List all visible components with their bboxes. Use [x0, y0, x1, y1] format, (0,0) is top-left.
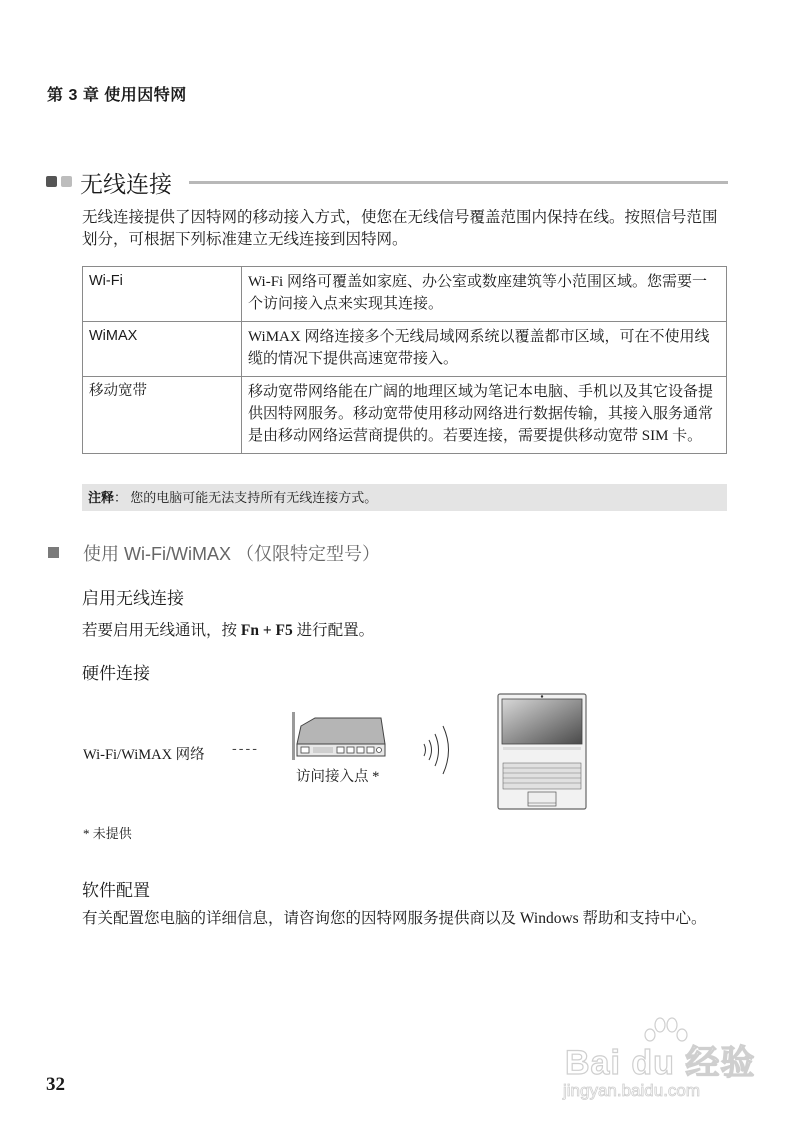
light-square-icon	[61, 176, 72, 187]
note-text: 您的电脑可能无法支持所有无线连接方式。	[130, 490, 378, 505]
dashed-connector: ----	[232, 741, 259, 757]
table-key: WiMAX	[83, 322, 242, 377]
note-label: 注释	[88, 490, 115, 505]
table-key: 移动宽带	[83, 377, 242, 454]
connection-types-table	[82, 266, 727, 454]
chapter-prefix: 第	[47, 87, 64, 104]
watermark-brand: Bai du 经验	[565, 1044, 756, 1082]
chapter-header	[47, 82, 187, 105]
table-value: WiMAX 网络连接多个无线局域网系统以覆盖都市区域，可在不使用线缆的情况下提供高速宽带接入。	[242, 322, 727, 377]
table-key: Wi-Fi	[83, 267, 242, 322]
wireless-signal-icon	[420, 722, 460, 778]
table-value: Wi-Fi 网络可覆盖如家庭、办公室或数座建筑等小范围区域。您需要一个访问接入点来实现其连接。	[242, 267, 727, 322]
enable-wireless-heading: 启用无线连接	[82, 589, 184, 608]
table-value: 移动宽带网络能在广阔的地理区域为笔记本电脑、手机以及其它设备提供因特网服务。移动宽带使用移动网络进行数据传输，其接入服务通常是由移动网络运营商提供的。若要连接，需要提供移动宽带 SIM 卡。	[242, 377, 727, 454]
hotkey: Fn + F5	[240, 622, 293, 639]
watermark-url: jingyan.baidu.com	[563, 1081, 701, 1100]
laptop-icon	[497, 693, 587, 810]
table-row	[83, 267, 727, 322]
square-bullet-icon	[48, 547, 59, 558]
baidu-watermark	[545, 1015, 765, 1115]
section-rule-divider	[189, 181, 728, 184]
intro-paragraph: 无线连接提供了因特网的移动接入方式，使您在无线信号覆盖范围内保持在线。按照信号范围划分，可根据下列标准建立无线连接到因特网。	[82, 209, 718, 248]
hardware-connection-heading: 硬件连接	[82, 664, 150, 683]
enable-text-after: 进行配置。	[292, 622, 375, 639]
dark-square-icon	[46, 176, 57, 187]
section-title: 无线连接	[80, 171, 172, 197]
subsection-title: 使用 Wi-Fi/WiMAX （仅限特定型号）	[83, 544, 380, 564]
table-row	[83, 377, 727, 454]
network-label: Wi-Fi/WiMAX 网络	[83, 747, 205, 763]
footnote: * 未提供	[83, 826, 132, 841]
section-heading	[46, 166, 728, 198]
note-box	[82, 484, 727, 511]
software-config-heading: 软件配置	[82, 881, 150, 900]
enable-text-before: 若要启用无线通讯，按	[82, 622, 241, 639]
table-row	[83, 322, 727, 377]
enable-wireless-text	[82, 620, 374, 642]
chapter-title: 章 使用因特网	[82, 87, 187, 104]
router-icon	[289, 710, 387, 762]
software-config-text: 有关配置您电脑的详细信息，请咨询您的因特网服务提供商以及 Windows 帮助和支持中心。	[82, 910, 707, 927]
access-point-label: 访问接入点 *	[296, 769, 380, 785]
page-number: 32	[46, 1074, 65, 1095]
chapter-number: 3	[68, 87, 78, 104]
note-colon: ：	[114, 490, 128, 505]
subsection-heading	[48, 540, 380, 566]
